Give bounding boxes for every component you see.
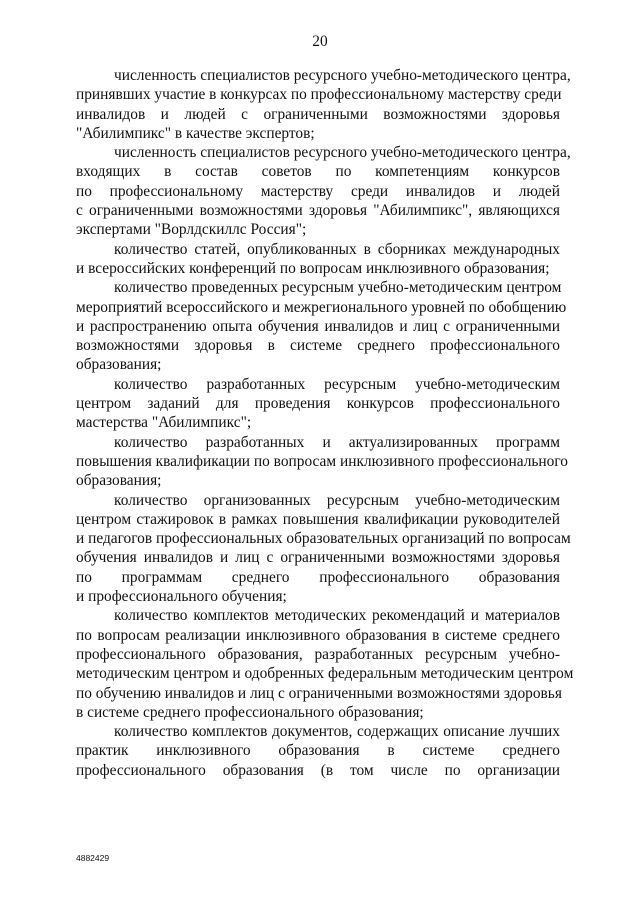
paragraph <box>76 375 560 433</box>
paragraph <box>76 278 567 374</box>
text-line: количество проведенных ресурсным учебно-методическим центром <box>114 279 562 297</box>
text-line: и педагогов профессиональных образовательных организаций по вопросам <box>76 530 571 548</box>
text-line: по обучению инвалидов и лиц с ограниченными возможностями здоровья <box>76 684 562 702</box>
text-line: по программам среднего профессионального образования <box>76 568 560 586</box>
text-line: принявших участие в конкурсах по профессиональному мастерству среди <box>76 86 562 104</box>
text-line: по вопросам реализации инклюзивного образования в системе среднего <box>76 626 560 644</box>
document-id: 4882429 <box>76 853 110 863</box>
text-line: количество комплектов методических рекомендаций и материалов <box>114 607 560 625</box>
paragraph <box>76 491 571 607</box>
paragraph <box>76 433 568 491</box>
text-line: повышения квалификации по вопросам инклюзивного профессионального <box>76 452 568 470</box>
paragraph <box>76 143 571 239</box>
text-line: и распространению опыта обучения инвалидов и лиц с ограниченными <box>76 317 560 335</box>
document-body <box>76 66 574 780</box>
text-line: экспертами "Ворлдскиллс Россия"; <box>76 221 307 239</box>
text-line: методическим центром и одобренных федеральным методическим центром <box>76 665 574 683</box>
text-line: количество разработанных ресурсным учебно-методическим <box>114 375 560 393</box>
text-line: и профессионального обучения; <box>76 588 287 606</box>
text-line: мероприятий всероссийского и межрегионального уровней по обобщению <box>76 298 567 316</box>
text-line: инвалидов и людей с ограниченными возможностями здоровья <box>76 105 560 123</box>
text-line: образования; <box>76 356 162 374</box>
text-line: численность специалистов ресурсного учебно-методического центра, <box>114 144 571 162</box>
text-line: возможностями здоровья в системе среднего профессионального <box>76 337 560 355</box>
text-line: в системе среднего профессионального образования; <box>76 703 424 721</box>
text-line: количество разработанных и актуализированных программ <box>114 433 560 451</box>
text-line: профессионального образования, разработанных ресурсным учебно- <box>76 645 560 663</box>
text-line: и всероссийских конференций по вопросам инклюзивного образования; <box>76 259 550 277</box>
text-line: численность специалистов ресурсного учебно-методического центра, <box>114 67 571 84</box>
text-line: мастерства "Абилимпикс"; <box>76 414 252 432</box>
paragraph <box>76 240 560 279</box>
page-number: 20 <box>312 33 328 50</box>
text-line: количество комплектов документов, содержащих описание лучших <box>114 723 560 741</box>
text-line: обучения инвалидов и лиц с ограниченными возможностями здоровья <box>76 549 560 567</box>
text-line: центром стажировок в рамках повышения квалификации руководителей <box>76 510 560 528</box>
text-line: профессионального образования (в том числе по организации <box>76 761 560 779</box>
text-line: образования; <box>76 472 162 490</box>
text-line: по профессиональному мастерству среди инвалидов и людей <box>76 182 560 200</box>
text-line: "Абилимпикс" в качестве экспертов; <box>76 124 315 142</box>
text-line: центром заданий для проведения конкурсов профессионального <box>76 395 560 413</box>
paragraph <box>76 606 574 722</box>
paragraph <box>76 722 560 780</box>
text-line: количество организованных ресурсным учебно-методическим <box>114 491 560 509</box>
text-line: количество статей, опубликованных в сборниках международных <box>114 240 560 258</box>
paragraph <box>76 66 571 143</box>
text-line: входящих в состав советов по компетенциям конкурсов <box>76 163 560 181</box>
text-line: практик инклюзивного образования в системе среднего <box>76 742 560 760</box>
text-line: с ограниченными возможностями здоровья "Абилимпикс", являющихся <box>76 202 560 220</box>
